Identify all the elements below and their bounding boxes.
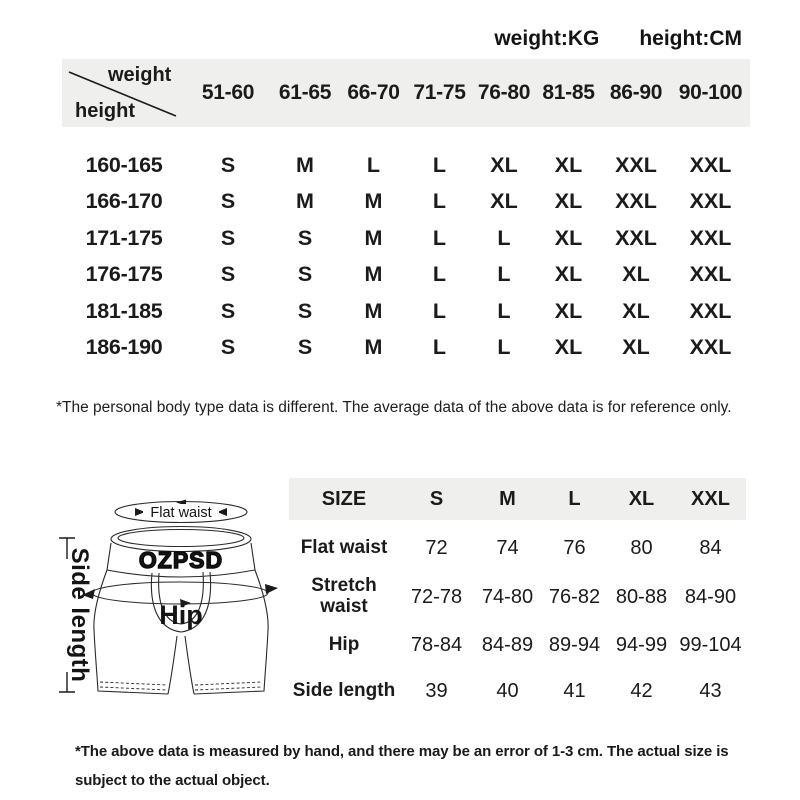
col-header: 86-90 bbox=[609, 81, 663, 104]
col-header: XXL bbox=[691, 487, 730, 510]
col-header: M bbox=[499, 487, 516, 510]
col-header: 81-85 bbox=[542, 81, 595, 104]
table-row bbox=[289, 524, 746, 572]
col-header: SIZE bbox=[321, 487, 367, 510]
size-cell: XL bbox=[554, 225, 583, 250]
size-cell: XXL bbox=[689, 262, 732, 287]
weight-height-corner-cell bbox=[62, 59, 186, 127]
size-cell: M bbox=[364, 262, 383, 287]
measure-cell: 72-78 bbox=[410, 585, 463, 608]
size-cell: XXL bbox=[689, 189, 732, 214]
table-row bbox=[62, 257, 750, 294]
size-cell: XL bbox=[554, 262, 583, 287]
side-length-label: Side length bbox=[66, 547, 93, 683]
size-cell: XL bbox=[554, 189, 583, 214]
measure-label: Side length bbox=[292, 679, 396, 701]
measure-cell: 80-88 bbox=[615, 585, 668, 608]
size-cell: L bbox=[432, 189, 447, 214]
disclaimer-top: *The personal body type data is different. The average data of the above data is for reference only. bbox=[56, 399, 732, 416]
size-cell: S bbox=[220, 189, 236, 214]
table-row bbox=[62, 293, 750, 330]
table-row bbox=[62, 184, 750, 221]
measure-cell: 42 bbox=[630, 679, 653, 702]
size-cell: XXL bbox=[615, 189, 657, 214]
size-cell: L bbox=[432, 225, 447, 250]
weight-unit-label: weight:KG bbox=[494, 27, 600, 50]
measurement-table-header bbox=[289, 478, 746, 520]
size-cell: M bbox=[296, 189, 314, 214]
size-cell: L bbox=[497, 262, 511, 287]
col-header: 71-75 bbox=[413, 81, 466, 104]
corner-weight-label: weight bbox=[108, 64, 172, 86]
size-cell: S bbox=[297, 262, 313, 287]
size-cell: S bbox=[297, 335, 313, 360]
disclaimer-bottom: *The above data is measured by hand, and there may be an error of 1-3 cm. The actual size is subject to the actual object. bbox=[75, 743, 729, 789]
inner-leg-edges bbox=[168, 636, 194, 694]
units-header bbox=[494, 27, 742, 51]
waistband-inner bbox=[118, 530, 244, 547]
col-header: S bbox=[429, 487, 444, 510]
measure-cell: 41 bbox=[563, 679, 586, 702]
measure-cell: 84-90 bbox=[684, 585, 737, 608]
size-cell: XL bbox=[554, 335, 583, 360]
measure-label: Flat waist bbox=[300, 536, 388, 558]
size-cell: L bbox=[366, 152, 381, 177]
table-row bbox=[62, 220, 750, 257]
height-unit-label: height:CM bbox=[639, 27, 742, 50]
measure-cell: 40 bbox=[496, 679, 519, 702]
col-header: 51-60 bbox=[201, 81, 255, 104]
height-range-label: 176-175 bbox=[85, 262, 163, 287]
col-header: 76-80 bbox=[477, 81, 531, 104]
table-row bbox=[62, 330, 750, 367]
size-cell: L bbox=[497, 298, 511, 323]
measurement-table bbox=[289, 478, 746, 714]
height-range-label: 181-185 bbox=[85, 298, 163, 323]
size-cell: XXL bbox=[689, 225, 732, 250]
size-table-body bbox=[62, 147, 750, 366]
measure-cell: 43 bbox=[699, 679, 722, 702]
size-cell: M bbox=[296, 152, 314, 177]
size-cell: M bbox=[364, 225, 383, 250]
size-cell: L bbox=[497, 225, 511, 250]
measure-cell: 76-82 bbox=[548, 585, 601, 608]
size-cell: XL bbox=[622, 262, 650, 287]
col-header: 66-70 bbox=[347, 81, 400, 104]
measure-cell: 94-99 bbox=[615, 633, 668, 656]
flat-waist-label: Flat waist bbox=[150, 505, 212, 521]
hip-label: Hip bbox=[159, 600, 203, 630]
measure-cell: 84-89 bbox=[481, 633, 534, 656]
measure-cell: 74 bbox=[496, 536, 519, 559]
height-range-label: 186-190 bbox=[85, 335, 163, 360]
hip-right-arrow-icon bbox=[265, 584, 278, 594]
size-cell: L bbox=[432, 298, 447, 323]
table-row bbox=[289, 668, 746, 714]
size-cell: XXL bbox=[615, 152, 657, 177]
brand-logo: OZPSD bbox=[138, 547, 224, 573]
size-cell: M bbox=[364, 298, 383, 323]
size-cell: M bbox=[364, 335, 383, 360]
height-range-label: 160-165 bbox=[85, 152, 163, 177]
size-cell: XL bbox=[554, 298, 583, 323]
size-cell: XXL bbox=[689, 152, 732, 177]
size-table-header-row bbox=[62, 59, 750, 127]
corner-height-label: height bbox=[75, 100, 135, 122]
table-row bbox=[289, 572, 746, 622]
measure-cell: 84 bbox=[699, 536, 722, 559]
measure-cell: 78-84 bbox=[410, 633, 463, 656]
size-cell: XL bbox=[554, 152, 583, 177]
size-cell: S bbox=[297, 298, 313, 323]
measure-cell: 99-104 bbox=[679, 633, 742, 656]
col-header: 90-100 bbox=[678, 81, 743, 104]
size-cell: S bbox=[220, 225, 236, 250]
measure-cell: 76 bbox=[563, 536, 586, 559]
size-cell: L bbox=[432, 335, 447, 360]
size-cell: XL bbox=[622, 298, 650, 323]
size-cell: XXL bbox=[615, 225, 657, 250]
size-cell: S bbox=[220, 152, 236, 177]
hem-stitching bbox=[100, 682, 262, 690]
size-cell: XXL bbox=[689, 335, 732, 360]
measure-cell: 89-94 bbox=[548, 633, 601, 656]
size-cell: S bbox=[220, 335, 236, 360]
height-range-label: 166-170 bbox=[85, 189, 163, 214]
table-row bbox=[62, 147, 750, 184]
height-range-label: 171-175 bbox=[85, 225, 163, 250]
measure-label: Stretch waist bbox=[311, 575, 377, 617]
measure-cell: 80 bbox=[630, 536, 653, 559]
col-header: L bbox=[568, 487, 581, 510]
size-cell: L bbox=[497, 335, 511, 360]
size-cell: L bbox=[432, 152, 447, 177]
size-cell: M bbox=[364, 189, 383, 214]
col-header: 61-65 bbox=[278, 81, 332, 104]
size-cell: XL bbox=[490, 152, 518, 177]
measure-cell: 74-80 bbox=[481, 585, 534, 608]
measure-label: Hip bbox=[328, 633, 360, 655]
size-cell: XXL bbox=[689, 298, 732, 323]
size-cell: XL bbox=[622, 335, 650, 360]
boxer-shorts-diagram bbox=[46, 474, 290, 724]
measure-cell: 72 bbox=[425, 536, 448, 559]
table-row bbox=[289, 622, 746, 668]
size-cell: S bbox=[297, 225, 313, 250]
size-cell: XL bbox=[490, 189, 518, 214]
col-header: XL bbox=[628, 487, 655, 510]
size-cell: S bbox=[220, 262, 236, 287]
height-weight-size-table bbox=[62, 59, 750, 366]
measure-cell: 39 bbox=[425, 679, 448, 702]
size-cell: S bbox=[220, 298, 236, 323]
size-cell: L bbox=[432, 262, 447, 287]
